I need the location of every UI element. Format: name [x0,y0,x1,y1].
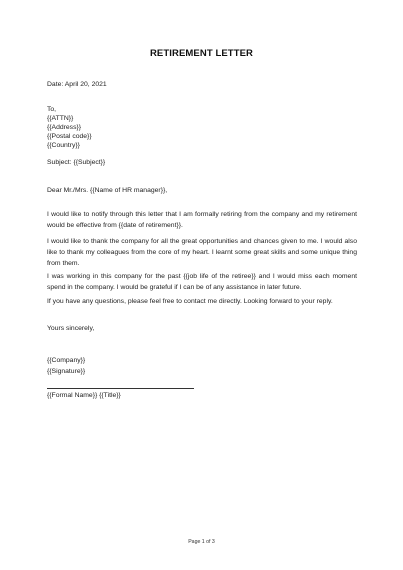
letter-closing: Yours sincerely, [47,325,95,332]
letter-salutation: Dear Mr./Mrs. {{Name of HR manager}}, [47,187,168,194]
body-paragraph: I was working in this company for the past {{job life of the retiree}} and I would miss each moment spend in the company. I would be grateful if I can be of any assistance in later future. [47,273,357,291]
recipient-country: {{Country}} [47,142,80,149]
signature-line [47,388,194,389]
recipient-address: {{Address}} [47,124,82,131]
sender-name-title: {{Formal Name}} {{Title}} [47,392,121,399]
sender-signature: {{Signature}} [47,368,86,375]
letter-title: RETIREMENT LETTER [149,48,254,59]
sender-company: {{Company}} [47,357,86,364]
recipient-postal-code: {{Postal code}} [47,133,92,140]
letter-subject: Subject: {{Subject}} [47,159,106,166]
body-paragraph: I would like to thank the company for all the great opportunities and chances given to me. I would also like to thank my colleagues from the core of my heart. I learnt some great skills and some unique thing from them. [47,238,357,267]
letter-date: Date: April 20, 2021 [47,81,107,88]
recipient-to: To, [47,106,57,113]
page-number: Page 1 of 3 [188,539,215,545]
body-paragraph: If you have any questions, please feel free to contact me directly. Looking forward to your reply. [47,298,333,305]
recipient-attn: {{ATTN}} [47,115,74,122]
body-paragraph: I would like to notify through this letter that I am formally retiring from the company and my retirement would be effective from {{date of retirement}}. [47,211,357,229]
